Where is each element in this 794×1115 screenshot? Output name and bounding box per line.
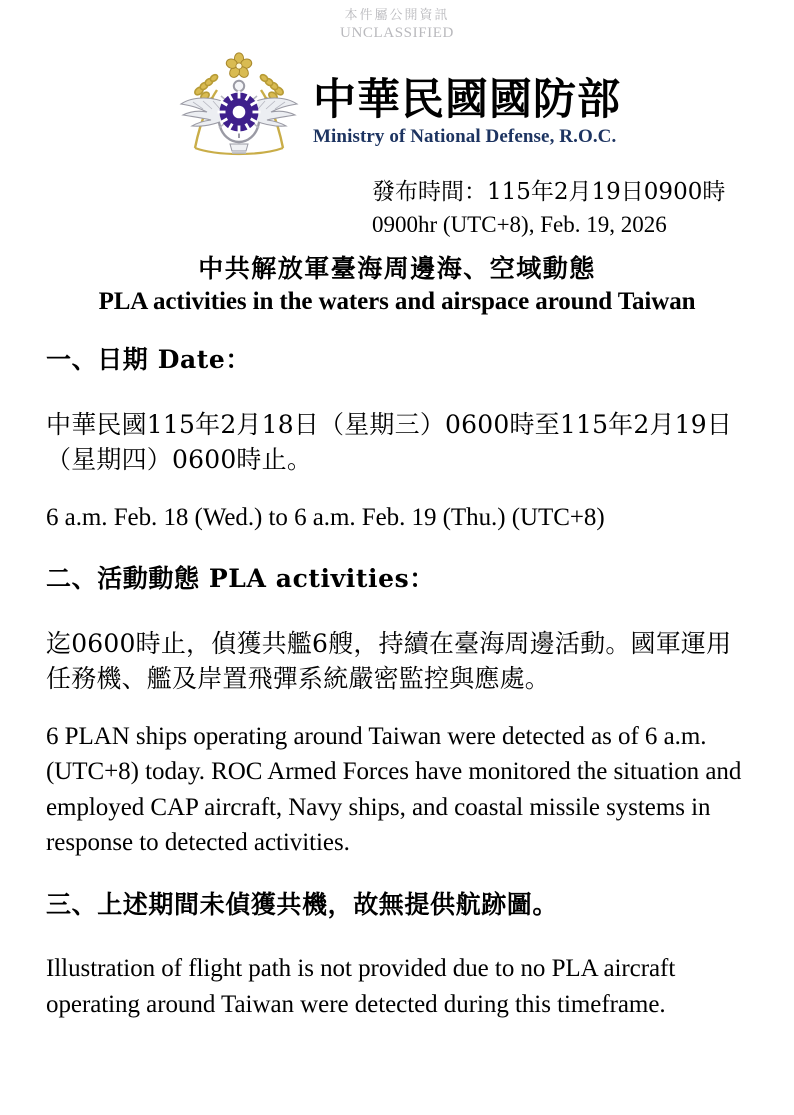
section-heading-flight-path: 三、上述期間未偵獲共機，故無提供航跡圖。: [46, 889, 559, 919]
page-title: [0, 252, 794, 318]
section-heading-date: 一、日期 Date：: [46, 345, 252, 374]
masthead: [0, 52, 794, 164]
section-date-chinese-text: 中華民國115年2月18日（星期三）0600時至115年2月19日（星期四）0600時止。: [46, 409, 733, 474]
classification-label-chinese: 本件屬公開資訊: [344, 8, 450, 23]
page-title-english: PLA activities in the waters and airspace around Taiwan: [98, 288, 696, 315]
spacer: [46, 697, 752, 719]
page-title-chinese: 中共解放軍臺海周邊海、空域動態: [198, 254, 596, 283]
organization-name-english: Ministry of National Defense, R.O.C.: [313, 126, 617, 148]
masthead-text: [313, 68, 621, 148]
section-activities-chinese-text: 迄0600時止，偵獲共艦6艘，持續在臺海周邊活動。國軍運用任務機、艦及岸置飛彈系統嚴密監控與應處。: [46, 628, 732, 693]
mnd-roc-emblem-icon: [173, 52, 305, 164]
classification-label-english: UNCLASSIFIED: [340, 25, 454, 42]
release-time-block: [372, 176, 772, 241]
spacer: [46, 377, 752, 407]
spacer: [46, 921, 752, 951]
release-time-chinese: 發布時間：115年2月19日0900時: [372, 179, 726, 205]
section-activities-english-text: 6 PLAN ships operating around Taiwan were detected as of 6 a.m. (UTC+8) today. ROC Armed Forces have monitored the situation and employed CAP aircraft, Navy ships, and coastal missile systems in response to detected activities.: [46, 722, 742, 856]
classification-banner: [0, 8, 794, 43]
organization-name-chinese: 中華民國國防部: [313, 74, 621, 125]
spacer: [46, 596, 752, 626]
spacer: [46, 478, 752, 500]
section-date-english-text: 6 a.m. Feb. 18 (Wed.) to 6 a.m. Feb. 19 (Thu.) (UTC+8): [46, 503, 605, 531]
spacer: [46, 861, 752, 889]
section-heading-activities: 二、活動動態 PLA activities：: [46, 564, 435, 593]
section-flight-path-english-text: Illustration of flight path is not provided due to no PLA aircraft operating around Taiwan were detected during this timeframe.: [46, 955, 676, 1018]
spacer: [46, 535, 752, 563]
document-body: [46, 344, 752, 1022]
release-time-english: 0900hr (UTC+8), Feb. 19, 2026: [372, 211, 667, 237]
